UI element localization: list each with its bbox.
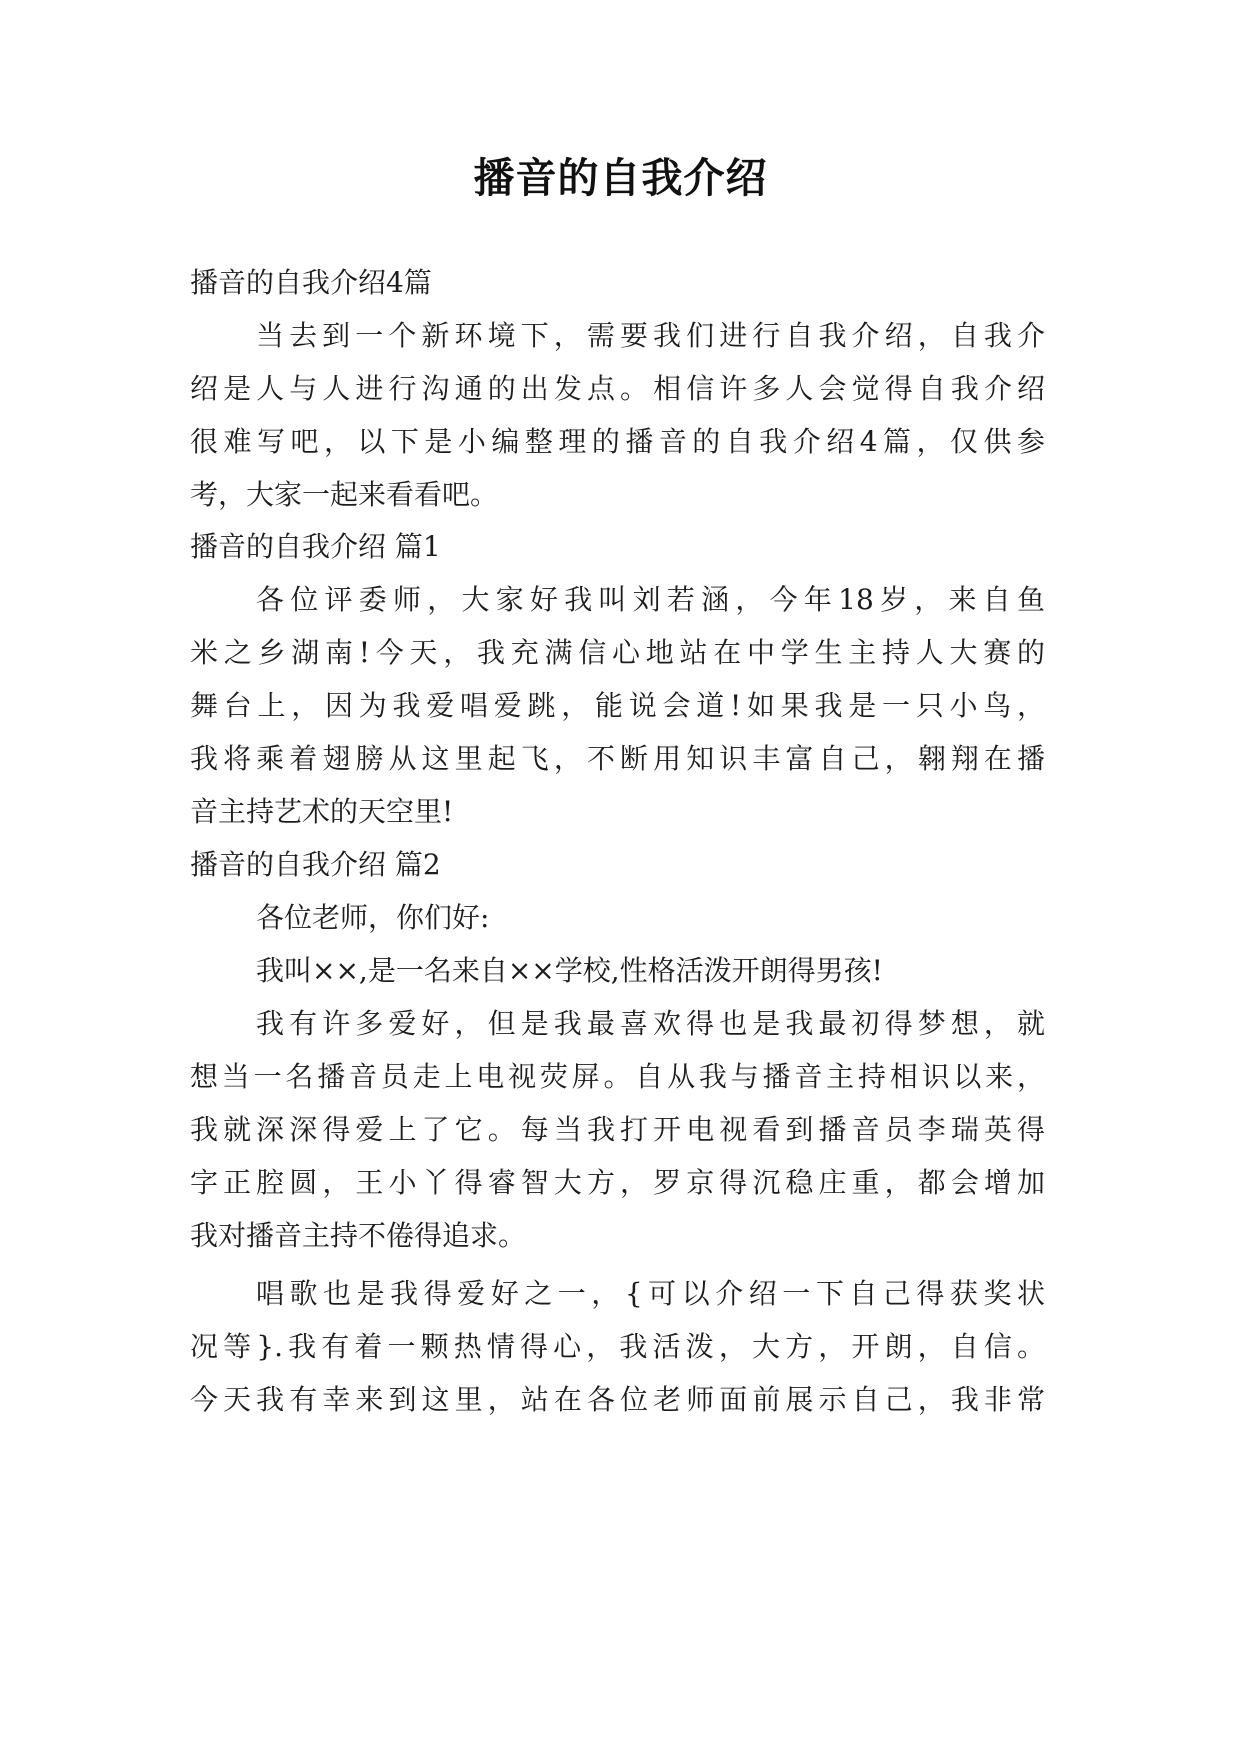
section-2-line-3: 我就深深得爱上了它。每当我打开电视看到播音员李瑞英得 bbox=[190, 1113, 1045, 1146]
section-2-line-1: 我有许多爱好，但是我最喜欢得也是我最初得梦想，就 bbox=[256, 1007, 1045, 1040]
document-subtitle: 播音的自我介绍4篇 bbox=[190, 266, 432, 299]
section-1-line-4: 我将乘着翅膀从这里起飞，不断用知识丰富自己，翱翔在播 bbox=[190, 742, 1045, 775]
intro-line-4: 考，大家一起来看看吧。 bbox=[190, 478, 499, 511]
section-1-line-3: 舞台上，因为我爱唱爱跳，能说会道!如果我是一只小鸟， bbox=[190, 689, 1045, 722]
section-2-line-6: 唱歌也是我得爱好之一，{可以介绍一下自己得获奖状 bbox=[256, 1277, 1045, 1310]
intro-line-1: 当去到一个新环境下，需要我们进行自我介绍，自我介 bbox=[256, 319, 1045, 352]
document-title: 播音的自我介绍 bbox=[473, 154, 768, 202]
section-2-intro: 我叫××,是一名来自××学校,性格活泼开朗得男孩! bbox=[256, 954, 883, 987]
section-2-line-4: 字正腔圆，王小丫得睿智大方，罗京得沉稳庄重，都会增加 bbox=[190, 1166, 1045, 1199]
section-2-line-8: 今天我有幸来到这里，站在各位老师面前展示自己，我非常 bbox=[190, 1383, 1045, 1416]
section-heading-1: 播音的自我介绍 篇1 bbox=[190, 530, 441, 563]
intro-line-2: 绍是人与人进行沟通的出发点。相信许多人会觉得自我介绍 bbox=[190, 372, 1045, 405]
section-2-greeting: 各位老师，你们好: bbox=[256, 901, 490, 934]
section-1-line-1: 各位评委师，大家好我叫刘若涵，今年18岁，来自鱼 bbox=[256, 583, 1045, 616]
section-heading-2: 播音的自我介绍 篇2 bbox=[190, 848, 441, 881]
section-2-line-7: 况等}.我有着一颗热情得心，我活泼，大方，开朗，自信。 bbox=[190, 1330, 1045, 1363]
section-2-line-5: 我对播音主持不倦得追求。 bbox=[190, 1219, 527, 1252]
section-2-line-2: 想当一名播音员走上电视荧屏。自从我与播音主持相识以来， bbox=[190, 1060, 1045, 1093]
section-1-line-2: 米之乡湖南!今天，我充满信心地站在中学生主持人大赛的 bbox=[190, 636, 1045, 669]
section-1-line-5: 音主持艺术的天空里! bbox=[190, 795, 454, 828]
intro-line-3: 很难写吧，以下是小编整理的播音的自我介绍4篇，仅供参 bbox=[190, 425, 1045, 458]
